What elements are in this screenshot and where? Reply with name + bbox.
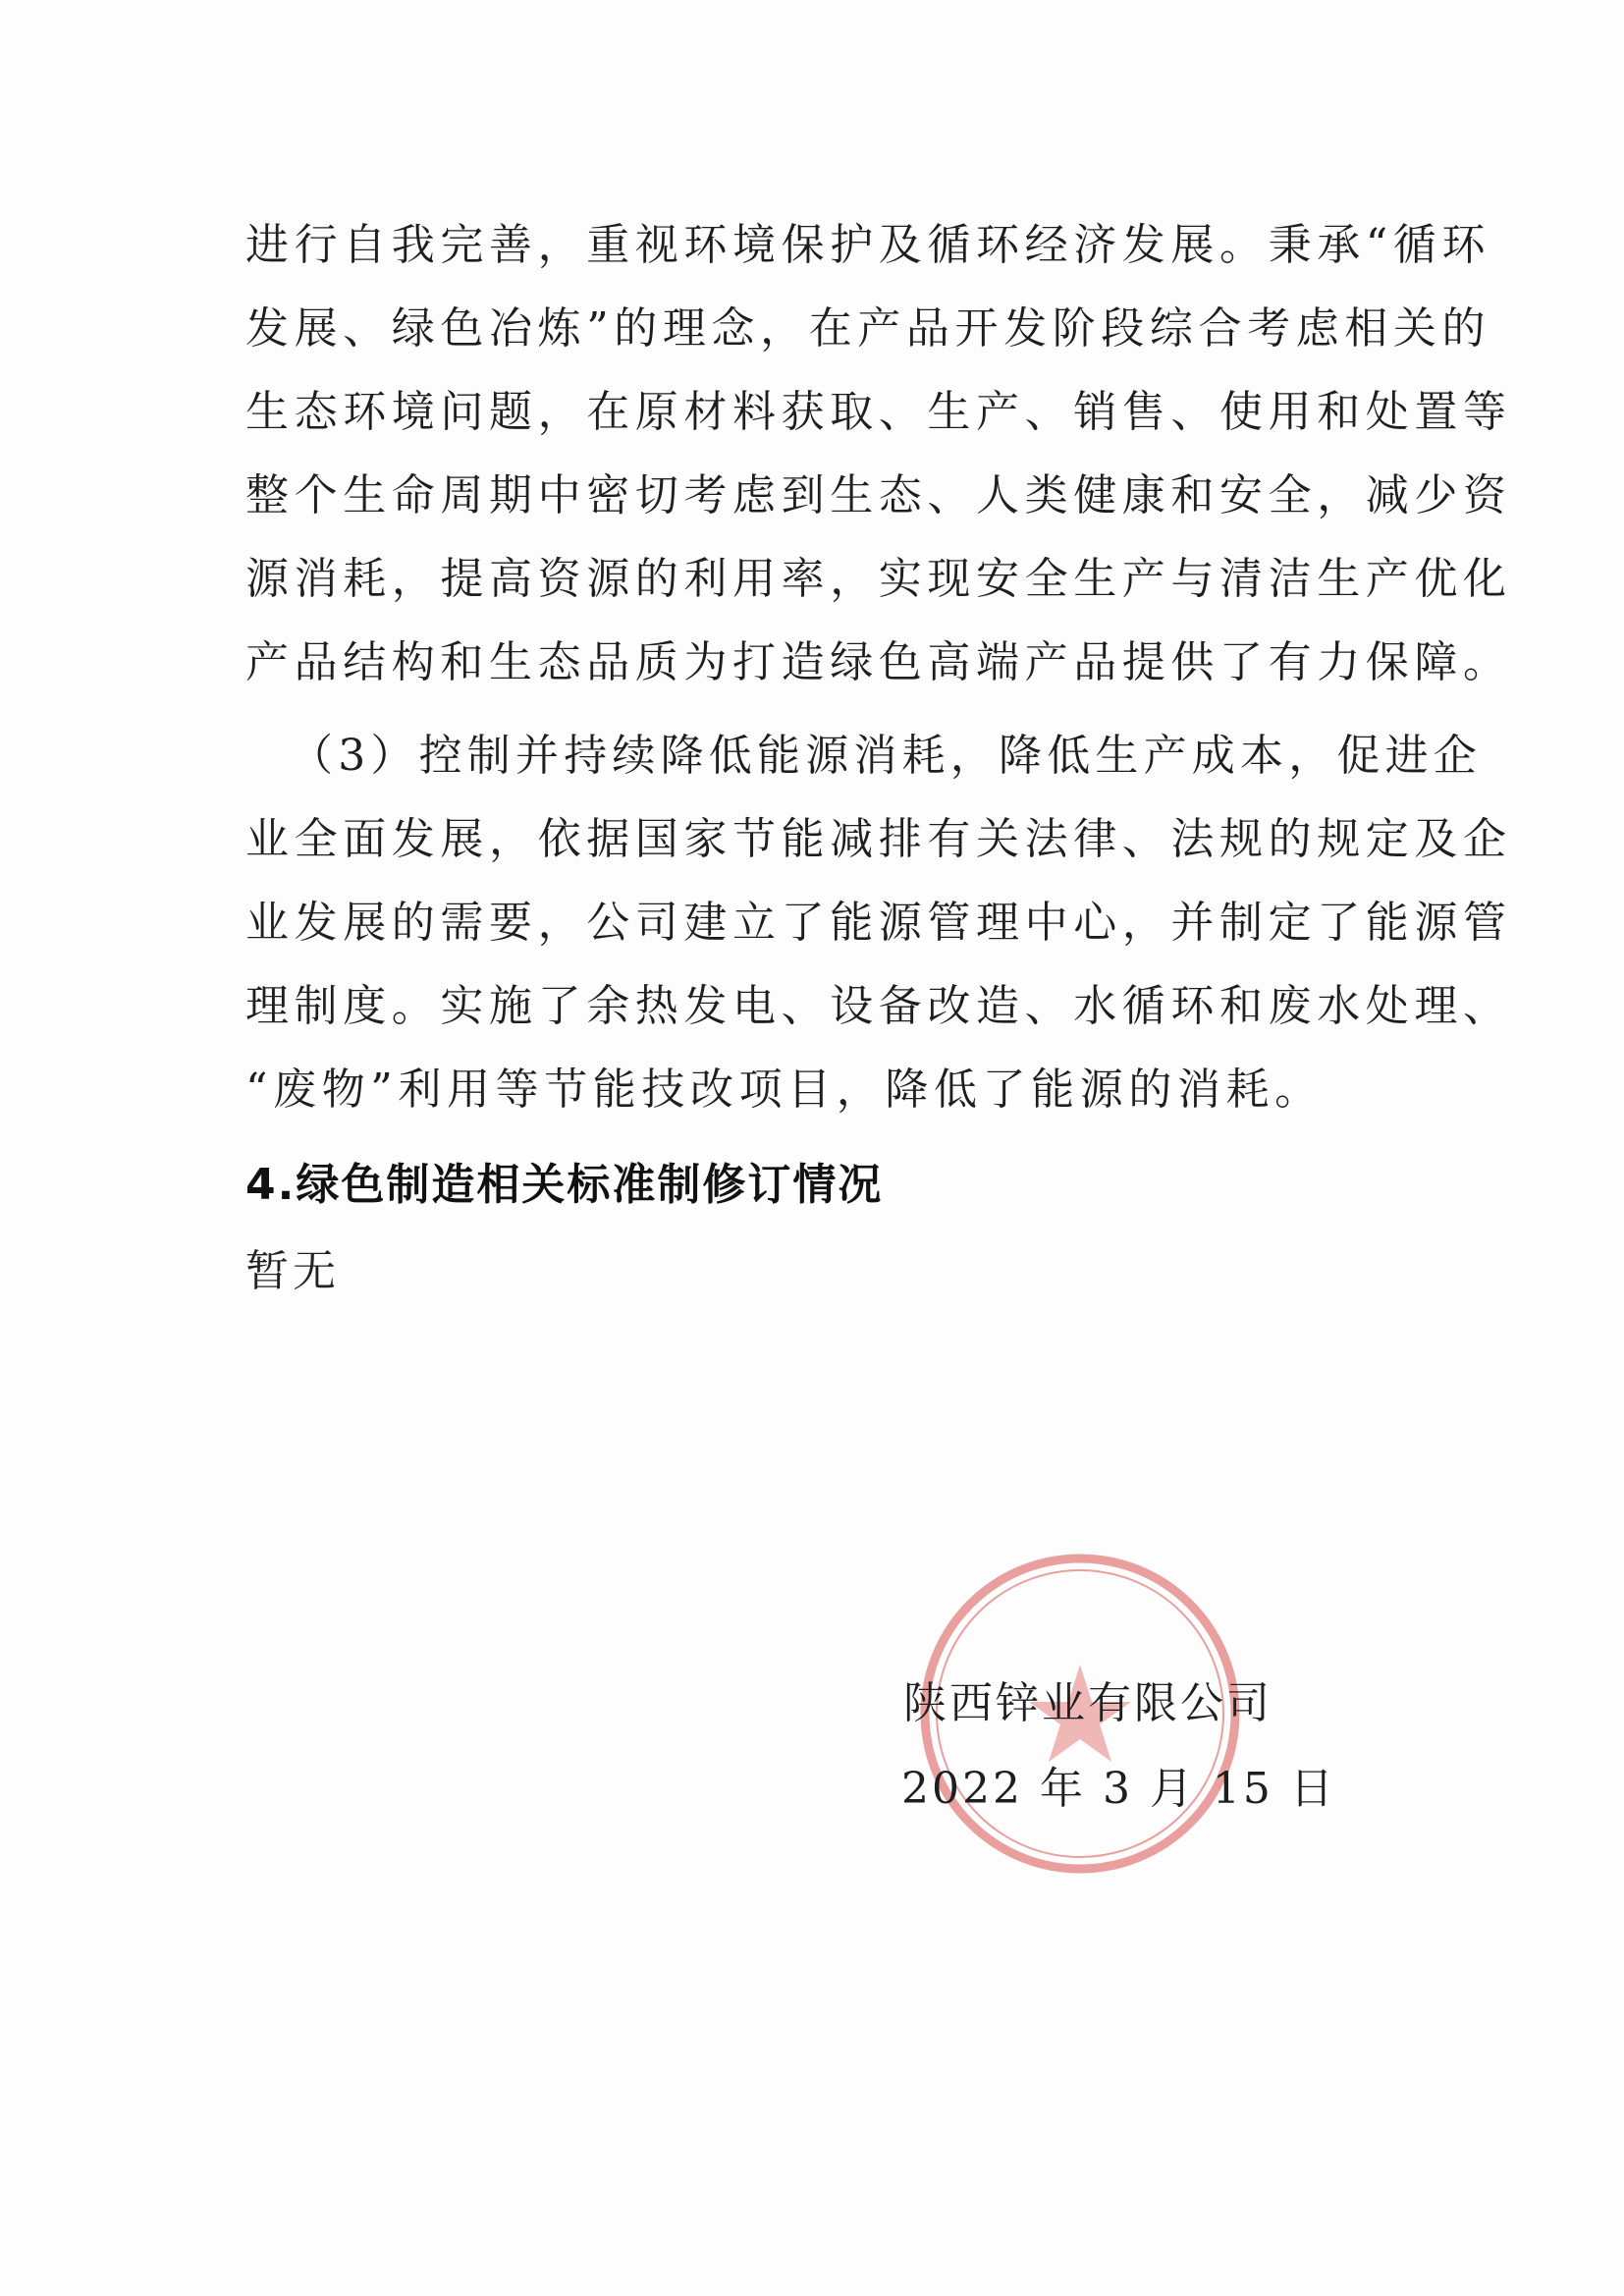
signature-date: 2022 年 3 月 15 日 xyxy=(901,1764,1336,1814)
paragraph-line: 生态环境问题，在原材料获取、生产、销售、使用和处置等 xyxy=(245,387,1512,437)
paragraph-line: 进行自我完善，重视环境保护及循环经济发展。秉承“循环 xyxy=(245,220,1491,270)
paragraph-line: 发展、绿色冶炼”的理念，在产品开发阶段综合考虑相关的 xyxy=(245,303,1491,354)
paragraph-line: 产品结构和生态品质为打造绿色高端产品提供了有力保障。 xyxy=(245,637,1512,687)
section-heading: 4.绿色制造相关标准制修订情况 xyxy=(245,1160,884,1210)
paragraph-line: （3）控制并持续降低能源消耗，降低生产成本，促进企 xyxy=(290,731,1482,781)
paragraph-line: 业全面发展，依据国家节能减排有关法律、法规的规定及企 xyxy=(245,814,1512,864)
paragraph-line: 源消耗，提高资源的利用率，实现安全生产与清洁生产优化 xyxy=(245,554,1512,604)
paragraph-line: 整个生命周期中密切考虑到生态、人类健康和安全，减少资 xyxy=(245,470,1512,520)
paragraph-line: 理制度。实施了余热发电、设备改造、水循环和废水处理、 xyxy=(245,981,1512,1031)
paragraph-line: 业发展的需要，公司建立了能源管理中心，并制定了能源管 xyxy=(245,898,1512,948)
signature-company: 陕西锌业有限公司 xyxy=(903,1678,1272,1728)
paragraph-line: “废物”利用等节能技改项目，降低了能源的消耗。 xyxy=(245,1065,1324,1115)
section-body: 暂无 xyxy=(245,1246,340,1296)
